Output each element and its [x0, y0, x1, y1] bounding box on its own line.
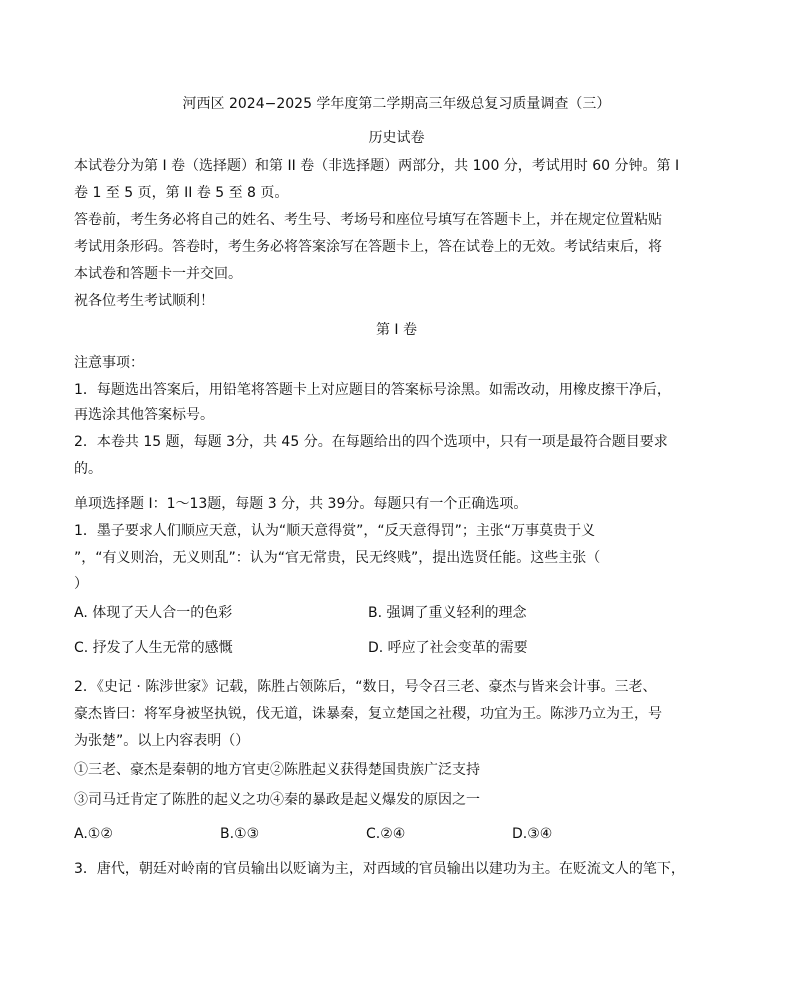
question-2-line-3: 为张楚”。以上内容表明（） [74, 733, 250, 749]
intro-line-5: 本试卷和答题卡一并交回。 [74, 266, 242, 282]
question-2-line-1: 2．《史记 · 陈涉世家》记载，陈胜占领陈后，“数日，号令召三老、豪杰与皆来会计事。三老、 [74, 679, 657, 695]
exam-title: 河西区 2024−2025 学年度第二学期高三年级总复习质量调查（三） [182, 96, 611, 112]
note-2-line-1: 2．本卷共 15 题，每题 3分，共 45 分。在每题给出的四个选项中，只有一项是最符合题目要求 [74, 434, 668, 450]
question-2-option-c: C.②④ [366, 826, 406, 842]
question-1-option-c: C. 抒发了人生无常的感慨 [74, 640, 233, 656]
note-1-line-1: 1．每题选出答案后，用铅笔将答题卡上对应题目的答案标号涂黑。如需改动，用橡皮擦干净后， [74, 382, 671, 398]
intro-line-1: 本试卷分为第 I 卷（选择题）和第 II 卷（非选择题）两部分，共 100 分，考试用时 60 分钟。第 I [74, 158, 680, 174]
intro-line-3: 答卷前，考生务必将自己的姓名、考生号、考场号和座位号填写在答题卡上，并在规定位置粘贴 [74, 212, 662, 228]
question-2-option-d: D.③④ [512, 826, 553, 842]
question-2-line-2: 豪杰皆曰：将军身被坚执锐，伐无道，诛暴秦，复立楚国之社稷，功宜为王。陈涉乃立为王，号 [74, 706, 662, 722]
question-1-option-a: A. 体现了天人合一的色彩 [74, 605, 233, 621]
note-1-line-2: 再选涂其他答案标号。 [74, 407, 214, 423]
question-1-line-3: ） [74, 576, 88, 592]
question-1-option-b: B. 强调了重义轻利的理念 [368, 605, 527, 621]
question-1-line-2: ”，“有义则治，无义则乱”：认为“官无常贵，民无终贱”，提出选贤任能。这些主张（ [74, 550, 601, 566]
question-3-line-1: 3．唐代，朝廷对岭南的官员输出以贬谪为主，对西域的官员输出以建功为主。在贬流文人的笔下， [74, 861, 685, 877]
question-2-option-a: A.①② [74, 826, 113, 842]
exam-subject: 历史试卷 [368, 130, 425, 146]
intro-line-4: 考试用条形码。答卷时，考生务必将答案涂写在答题卡上，答在试卷上的无效。考试结束后，将 [74, 239, 662, 255]
question-2-option-b: B.①③ [220, 826, 260, 842]
part-instruction: 单项选择题 I：1～13题，每题 3 分，共 39分。每题只有一个正确选项。 [74, 496, 528, 512]
intro-line-2: 卷 1 至 5 页，第 II 卷 5 至 8 页。 [74, 185, 289, 201]
question-1-line-1: 1．墨子要求人们顺应天意，认为“顺天意得赏”，“反天意得罚”；主张“万事莫贵于义 [74, 523, 596, 539]
question-1-option-d: D. 呼应了社会变革的需要 [368, 640, 528, 656]
intro-line-6: 祝各位考生考试顺利！ [74, 293, 214, 309]
question-2-statements-1: ①三老、豪杰是秦朝的地方官吏②陈胜起义获得楚国贵族广泛支持 [74, 762, 480, 778]
question-2-statements-2: ③司马迁肯定了陈胜的起义之功④秦的暴政是起义爆发的原因之一 [74, 792, 480, 808]
section-heading: 第 I 卷 [375, 322, 418, 338]
note-2-line-2: 的。 [74, 461, 102, 477]
notes-label: 注意事项： [74, 355, 144, 371]
